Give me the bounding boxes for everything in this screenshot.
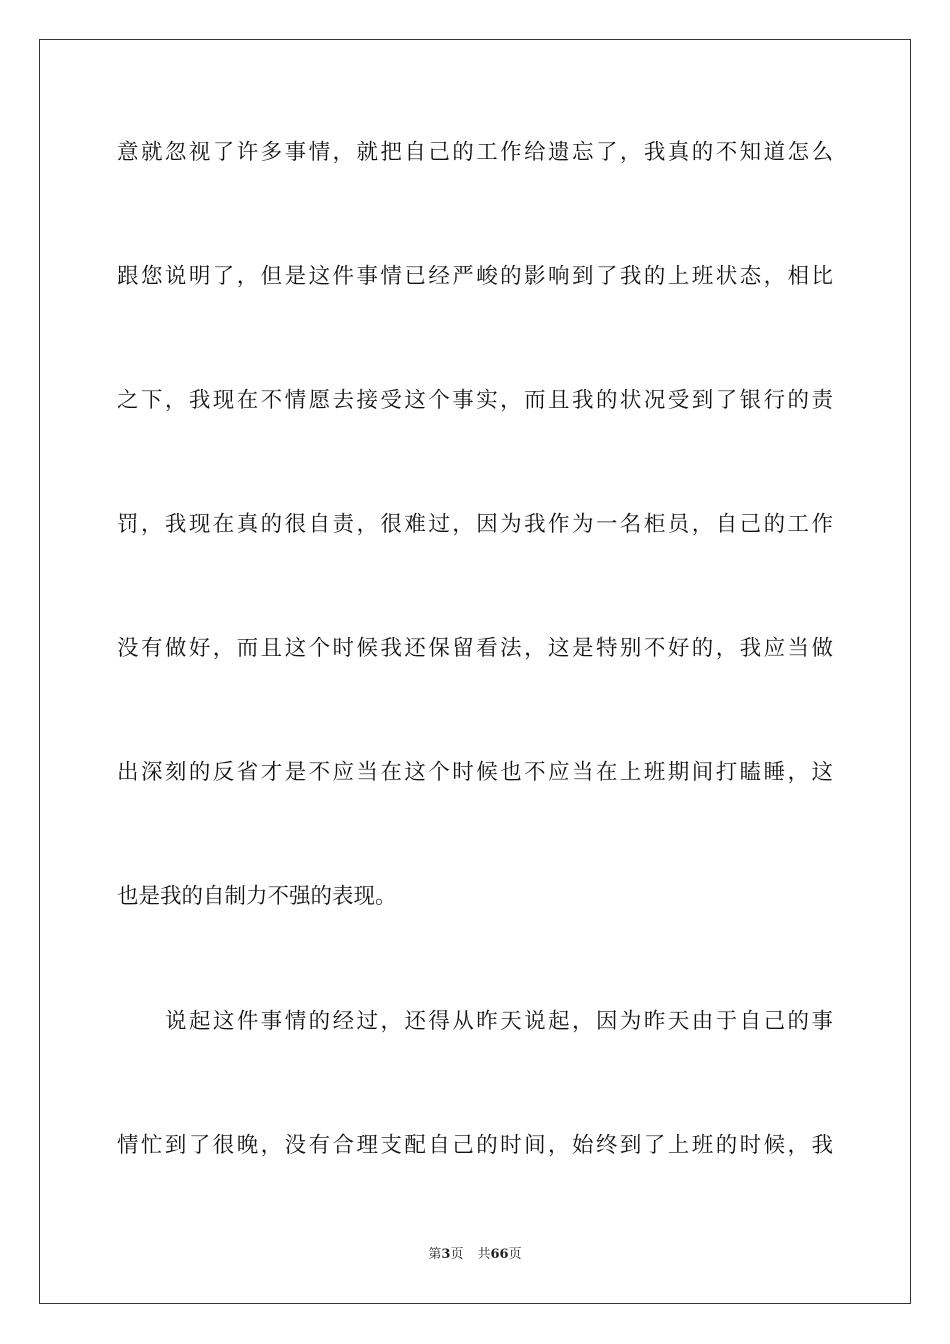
paragraph-line: 罚，我现在真的很自责，很难过，因为我作为一名柜员，自己的工作: [117, 512, 833, 537]
page-number-total: 66: [490, 1247, 509, 1262]
paragraph-first-line: 说起这件事情的经过，还得从昨天说起，因为昨天由于自己的事: [165, 1009, 833, 1034]
paragraph-line: 情忙到了很晚，没有合理支配自己的时间，始终到了上班的时候，我: [117, 1133, 833, 1158]
page-number-suffix: 页: [450, 1247, 464, 1262]
paragraph-line: 之下，我现在不情愿去接受这个事实，而且我的状况受到了银行的责: [117, 388, 833, 413]
page-total-suffix: 页: [508, 1247, 522, 1262]
paragraph-line: 没有做好，而且这个时候我还保留看法，这是特别不好的，我应当做: [117, 636, 833, 661]
paragraph-line: 出深刻的反省才是不应当在这个时候也不应当在上班期间打瞌睡，这: [117, 760, 833, 785]
page-number-current: 3: [441, 1247, 451, 1262]
page-number-prefix: 第: [428, 1247, 442, 1262]
paragraph-line: 意就忽视了许多事情，就把自己的工作给遗忘了，我真的不知道怎么: [117, 140, 833, 165]
page-total-prefix: 共: [477, 1247, 491, 1262]
page-border: [39, 39, 911, 1304]
paragraph-line: 也是我的自制力不强的表现。: [117, 884, 397, 909]
paragraph-line: 跟您说明了，但是这件事情已经严峻的影响到了我的上班状态，相比: [117, 264, 833, 289]
page-footer: [0, 1245, 950, 1265]
